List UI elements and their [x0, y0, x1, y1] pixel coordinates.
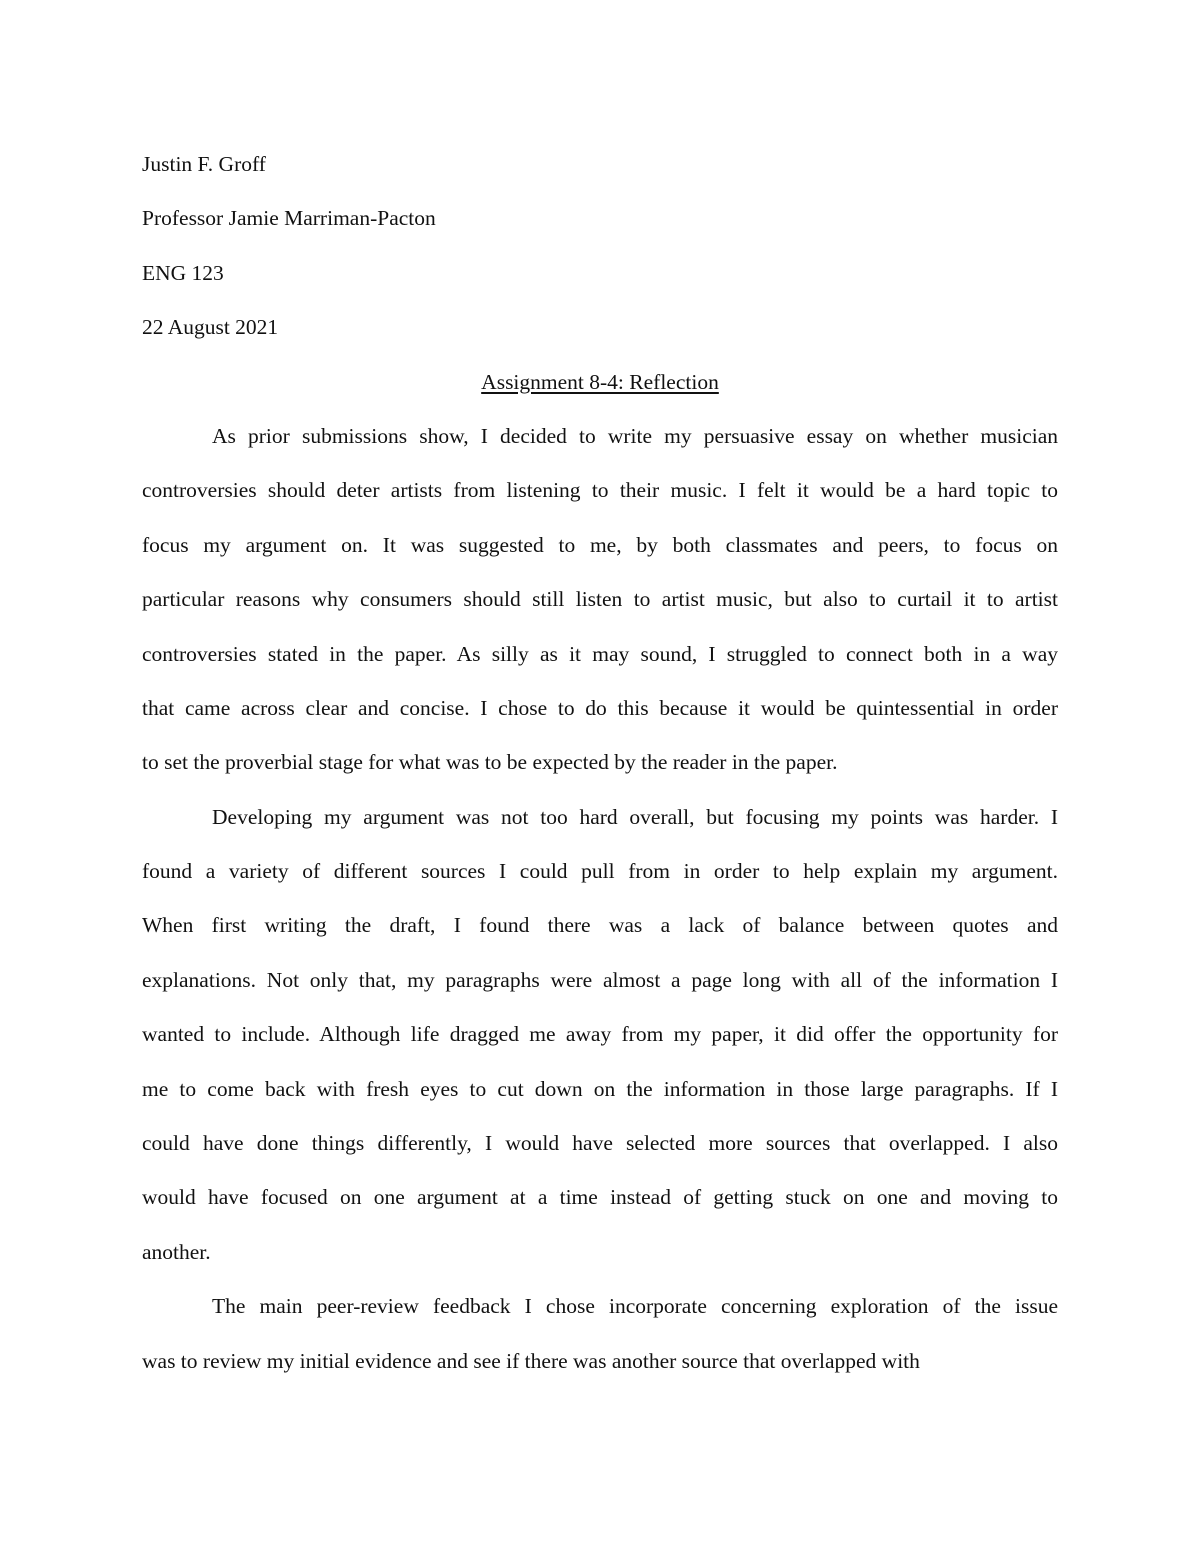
paragraph-line: me to come back with fresh eyes to cut down on the information in those large paragraphs. If I [142, 1076, 1058, 1101]
paragraph-line: focus my argument on. It was suggested to me, by both classmates and peers, to focus on [142, 532, 1058, 557]
paragraph-line: explanations. Not only that, my paragraphs were almost a page long with all of the information I [142, 967, 1058, 992]
paragraph-line: would have focused on one argument at a time instead of getting stuck on one and moving to [142, 1185, 1058, 1210]
course-code: ENG 123 [142, 260, 224, 285]
essay-paragraph [142, 1279, 1058, 1388]
paragraph-line: that came across clear and concise. I chose to do this because it would be quintessential in order [142, 695, 1058, 720]
essay-paragraph [142, 790, 1058, 1280]
student-name: Justin F. Groff [142, 152, 266, 176]
paragraph-line: was to review my initial evidence and see if there was another source that overlapped with [142, 1348, 920, 1373]
paragraph-line: controversies stated in the paper. As silly as it may sound, I struggled to connect both in a way [142, 641, 1058, 666]
essay-paragraph [142, 409, 1058, 790]
essay-paragraphs [142, 409, 1058, 1388]
paragraph-line: controversies should deter artists from listening to their music. I felt it would be a hard topic to [142, 478, 1058, 503]
document-title: Assignment 8-4: Reflection [481, 369, 719, 394]
paragraph-line: could have done things differently, I would have selected more sources that overlapped. I also [142, 1131, 1058, 1156]
paragraph-line: As prior submissions show, I decided to write my persuasive essay on whether musician [212, 423, 1058, 448]
paragraph-line: wanted to include. Although life dragged me away from my paper, it did offer the opportunity for [142, 1022, 1058, 1047]
document-body [142, 137, 1058, 1388]
paragraph-line: The main peer-review feedback I chose incorporate concerning exploration of the issue [212, 1294, 1058, 1319]
paragraph-line: Developing my argument was not too hard overall, but focusing my points was harder. I [212, 804, 1058, 829]
submission-date: 22 August 2021 [142, 315, 279, 340]
paragraph-line: found a variety of different sources I could pull from in order to help explain my argument. [142, 859, 1058, 884]
paragraph-line: When first writing the draft, I found there was a lack of balance between quotes and [142, 913, 1058, 938]
professor-name: Professor Jamie Marriman-Pacton [142, 206, 436, 231]
paragraph-line: another. [142, 1239, 211, 1264]
paragraph-line: particular reasons why consumers should still listen to artist music, but also to curtail it to artist [142, 587, 1058, 612]
paragraph-line: to set the proverbial stage for what was to be expected by the reader in the paper. [142, 750, 838, 775]
